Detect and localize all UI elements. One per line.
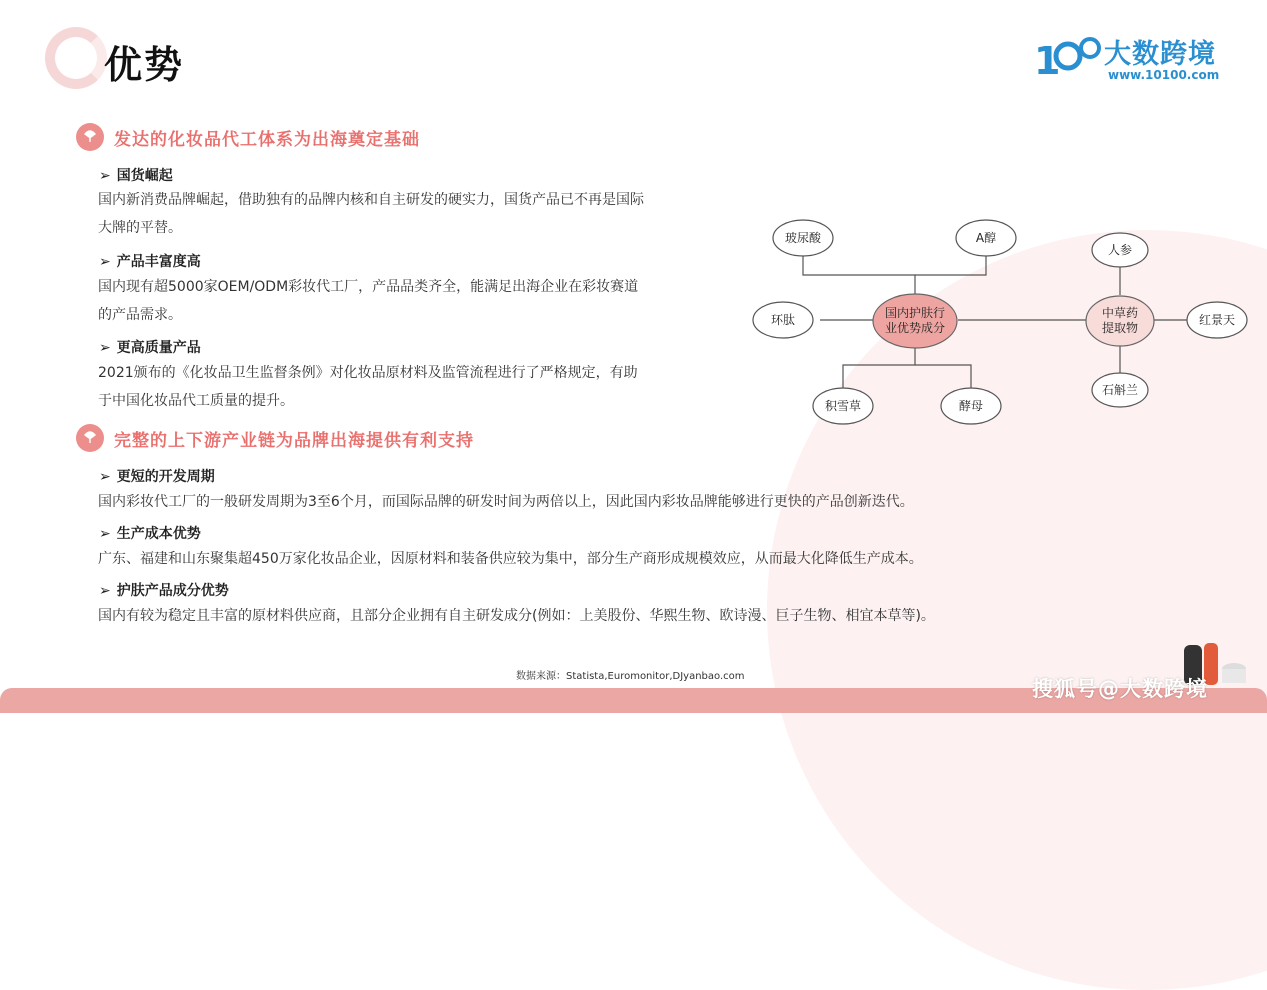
logo-brand-name: 大数跨境 <box>1104 39 1216 70</box>
ginkgo-leaf-icon <box>76 123 104 151</box>
subheading: ➢ 更高质量产品 <box>99 340 201 356</box>
logo-mark-icon <box>1032 28 1104 84</box>
node-ginseng <box>1092 233 1148 267</box>
paragraph: 国内新消费品牌崛起，借助独有的品牌内核和自主研发的硬实力，国货产品已不再是国际 大牌的平替。 <box>98 192 644 236</box>
section-title: 发达的化妆品代工体系为出海奠定基础 <box>114 129 420 150</box>
watermark: 搜狐号@大数跨境 <box>1032 677 1208 701</box>
node-hyaluronic-acid <box>773 220 833 256</box>
arrow-icon: ➢ <box>99 469 111 485</box>
section-heading-1 <box>76 123 420 151</box>
section-title: 完整的上下游产业链为品牌出海提供有利支持 <box>114 430 474 451</box>
arrow-icon: ➢ <box>99 340 111 356</box>
paragraph: 广东、福建和山东聚集超450万家化妆品企业，因原材料和装备供应较为集中，部分生产商形成规模效应，从而最大化降低生产成本。 <box>98 551 923 567</box>
node-yeast <box>941 388 1001 424</box>
svg-text:国内护肤行: 国内护肤行 <box>884 306 946 320</box>
node-peptide <box>753 302 813 338</box>
svg-text:中草药: 中草药 <box>1101 306 1139 320</box>
subheading: ➢ 护肤产品成分优势 <box>99 583 229 599</box>
subheading: ➢ 生产成本优势 <box>99 526 201 542</box>
svg-text:人参: 人参 <box>1107 243 1133 257</box>
title-decoration-ring <box>45 27 107 89</box>
paragraph: 国内有较为稳定且丰富的原材料供应商，且部分企业拥有自主研发成分(例如：上美股份、华熙生物、欧诗漫、巨子生物、相宜本草等)。 <box>98 608 935 624</box>
arrow-icon: ➢ <box>99 168 111 184</box>
svg-text:酵母: 酵母 <box>958 399 984 413</box>
svg-text:积雪草: 积雪草 <box>824 399 862 413</box>
section-heading-2 <box>76 424 474 452</box>
ingredient-mind-map <box>745 205 1255 435</box>
paragraph: 国内现有超5000家OEM/ODM彩妆代工厂，产品品类齐全，能满足出海企业在彩妆赛道 的产品需求。 <box>98 279 639 323</box>
data-source-note: 数据来源：Statista,Euromonitor,DJyanbao.com <box>516 671 745 682</box>
logo-url: www.10100.com <box>1108 68 1220 82</box>
arrow-icon: ➢ <box>99 583 111 599</box>
svg-text:环肽: 环肽 <box>770 313 796 327</box>
node-centella <box>813 388 873 424</box>
svg-text:1: 1 <box>1034 39 1061 83</box>
center-node-main <box>873 294 957 348</box>
ginkgo-leaf-icon <box>76 424 104 452</box>
center-node-herbal <box>1086 296 1154 346</box>
svg-text:红景天: 红景天 <box>1198 313 1236 327</box>
subheading: ➢ 产品丰富度高 <box>99 254 201 270</box>
svg-text:A醇: A醇 <box>975 231 997 245</box>
node-rhodiola <box>1187 302 1247 338</box>
paragraph: 国内彩妆代工厂的一般研发周期为3至6个月，而国际品牌的研发时间为两倍以上，因此国内彩妆品牌能够进行更快的产品创新迭代。 <box>98 494 914 510</box>
node-dendrobium <box>1092 373 1148 407</box>
subheading: ➢ 国货崛起 <box>99 168 173 184</box>
subheading: ➢ 更短的开发周期 <box>99 469 215 485</box>
arrow-icon: ➢ <box>99 254 111 270</box>
brand-logo[interactable] <box>1032 28 1232 86</box>
arrow-icon: ➢ <box>99 526 111 542</box>
paragraph: 2021颁布的《化妆品卫生监督条例》对化妆品原材料及监管流程进行了严格规定，有助 于中国化妆品代工质量的提升。 <box>98 365 638 409</box>
node-retinol <box>956 220 1016 256</box>
svg-text:玻尿酸: 玻尿酸 <box>784 231 822 245</box>
svg-text:业优势成分: 业优势成分 <box>884 321 946 335</box>
page-title: 优势 <box>104 43 185 87</box>
svg-text:石斛兰: 石斛兰 <box>1101 383 1139 397</box>
svg-text:提取物: 提取物 <box>1101 321 1139 335</box>
